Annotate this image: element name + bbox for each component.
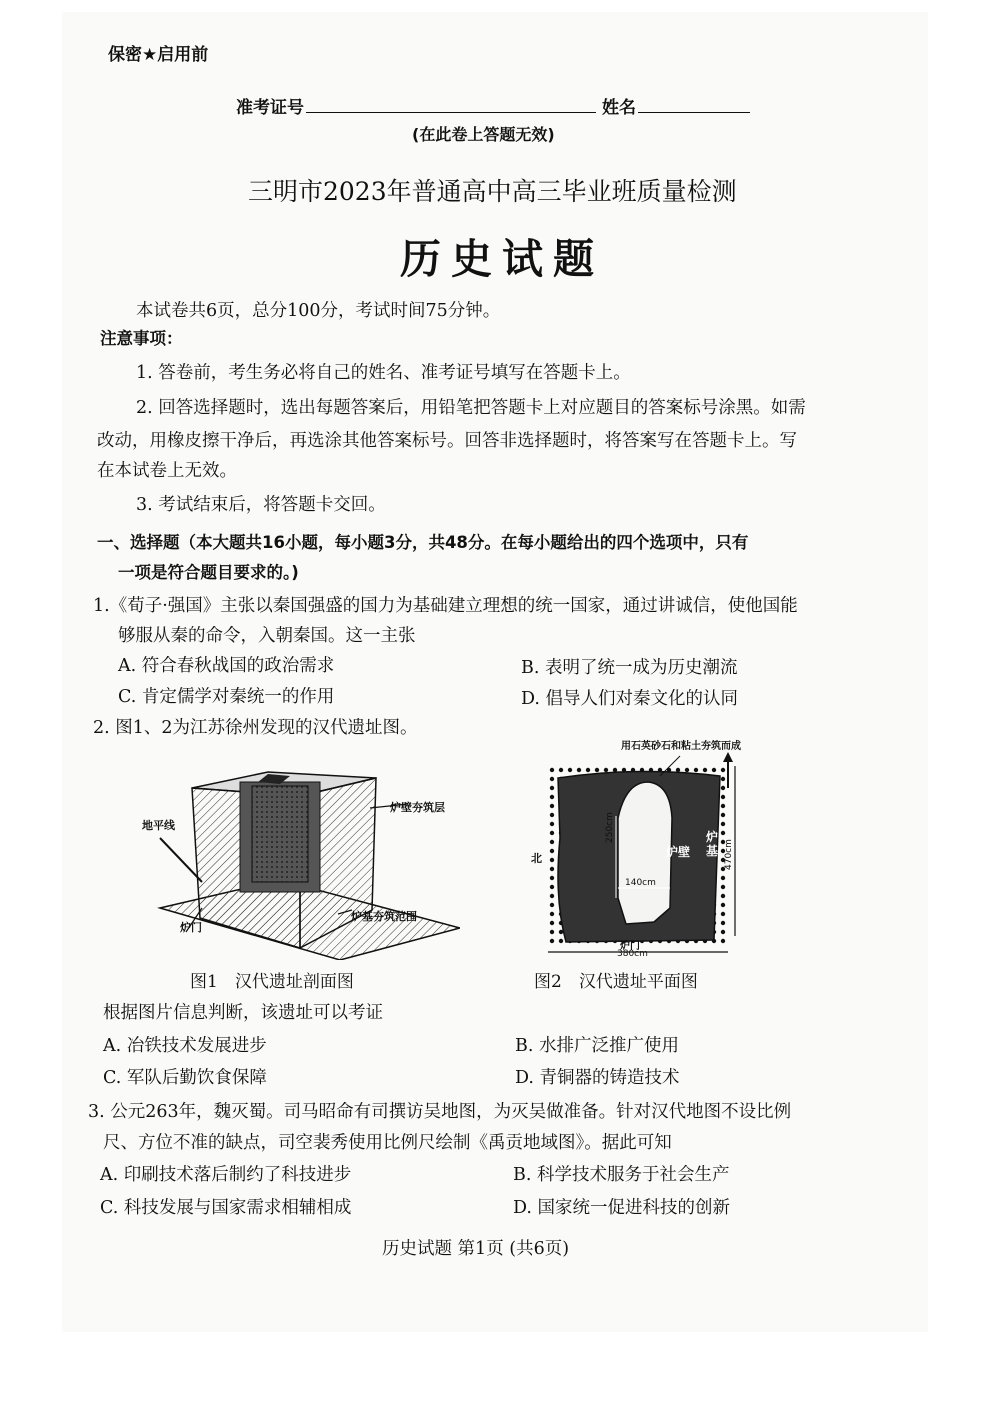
note-item-2-line-2: 改动，用橡皮擦干净后，再选涂其他答案标号。回答非选择题时，将答案写在答题卡上。写 (97, 431, 797, 451)
fig2-dim-250: 250cm (605, 812, 615, 843)
fig1-label-door: 炉门 (180, 921, 202, 934)
q1-option-a: A. 符合春秋战国的政治需求 (118, 656, 335, 676)
fig2-dim-380: 380cm (617, 949, 648, 959)
notes-heading: 注意事项： (100, 329, 183, 348)
fig2-dim-470: 470cm (724, 839, 734, 870)
fig2-label-north: 北 (531, 852, 542, 865)
q3-option-d: D. 国家统一促进科技的创新 (513, 1198, 731, 1218)
q1-option-b: B. 表明了统一成为历史潮流 (521, 658, 738, 678)
section-1-heading-line-2: 一项是符合题目要求的。) (118, 563, 299, 582)
note-item-2-line-1: 2. 回答选择题时，选出每题答案后，用铅笔把答题卡上对应题目的答案标号涂黑。如需 (136, 398, 806, 418)
q2-stem: 2. 图1、2为江苏徐州发现的汉代遗址图。 (93, 718, 418, 738)
q2-option-b: B. 水排广泛推广使用 (515, 1036, 679, 1056)
q3-option-a: A. 印刷技术落后制约了科技进步 (100, 1165, 352, 1185)
q1-stem-line-2: 够服从秦的命令，入朝秦国。这一主张 (118, 626, 416, 646)
fig2-label-base: 炉基 (706, 830, 719, 858)
q3-stem-line-1: 3. 公元263年，魏灭蜀。司马昭命有司撰访吴地图，为灭吴做准备。针对汉代地图不设比例 (88, 1102, 792, 1122)
fig1-label-wall-layer: 炉壁夯筑层 (390, 801, 445, 814)
name-blank (638, 96, 750, 113)
invalid-answer-note: (在此卷上答题无效) (412, 125, 555, 144)
exam-id-blank (306, 96, 596, 113)
note-item-3: 3. 考试结束后，将答题卡交回。 (136, 495, 386, 515)
fig1-label-horizon: 地平线 (142, 819, 175, 832)
fig2-label-top-note: 用石英砂石和粘土夯筑而成 (621, 741, 741, 752)
name-label: 姓名 (602, 98, 636, 118)
page-footer: 历史试题 第1页 (共6页) (382, 1239, 570, 1259)
exam-subtitle: 三明市2023年普通高中高三毕业班质量检测 (248, 177, 737, 206)
fig2-label-door: 炉门 (620, 941, 640, 952)
note-item-1: 1. 答卷前，考生务必将自己的姓名、准考证号填写在答题卡上。 (136, 363, 631, 383)
fig2-label-wall: 炉壁 (666, 845, 691, 859)
exam-intro: 本试卷共6页，总分100分，考试时间75分钟。 (136, 301, 501, 321)
q2-option-c: C. 军队后勤饮食保障 (103, 1068, 267, 1088)
section-1-heading-line-1: 一、选择题（本大题共16小题，每小题3分，共48分。在每小题给出的四个选项中，只有 (97, 533, 749, 552)
q1-option-d: D. 倡导人们对秦文化的认同 (521, 689, 739, 709)
exam-id-label: 准考证号 (236, 98, 304, 118)
figure-1-caption: 图1 汉代遗址剖面图 (190, 972, 354, 992)
q3-option-b: B. 科学技术服务于社会生产 (513, 1165, 730, 1185)
note-item-2-line-3: 在本试卷上无效。 (97, 461, 237, 481)
q2-option-a: A. 冶铁技术发展进步 (103, 1036, 267, 1056)
fig2-dim-140: 140cm (625, 878, 656, 888)
exam-title: 历史试题 (400, 235, 604, 283)
figure-2-caption: 图2 汉代遗址平面图 (534, 972, 698, 992)
q2-option-d: D. 青铜器的铸造技术 (515, 1068, 680, 1088)
q3-option-c: C. 科技发展与国家需求相辅相成 (100, 1198, 352, 1218)
q1-stem-line-1: 1.《荀子·强国》主张以秦国强盛的国力为基础建立理想的统一国家，通过讲诚信，使他国能 (93, 596, 798, 616)
q3-stem-line-2: 尺、方位不准的缺点，司空裴秀使用比例尺绘制《禹贡地域图》。据此可知 (103, 1133, 672, 1153)
fig1-label-base-range: 炉基夯筑范围 (351, 910, 417, 923)
candidate-info-line (236, 93, 750, 118)
confidential-mark: 保密★启用前 (108, 45, 209, 65)
q2-prompt: 根据图片信息判断，该遗址可以考证 (103, 1003, 383, 1023)
q1-option-c: C. 肯定儒学对秦统一的作用 (118, 687, 335, 707)
